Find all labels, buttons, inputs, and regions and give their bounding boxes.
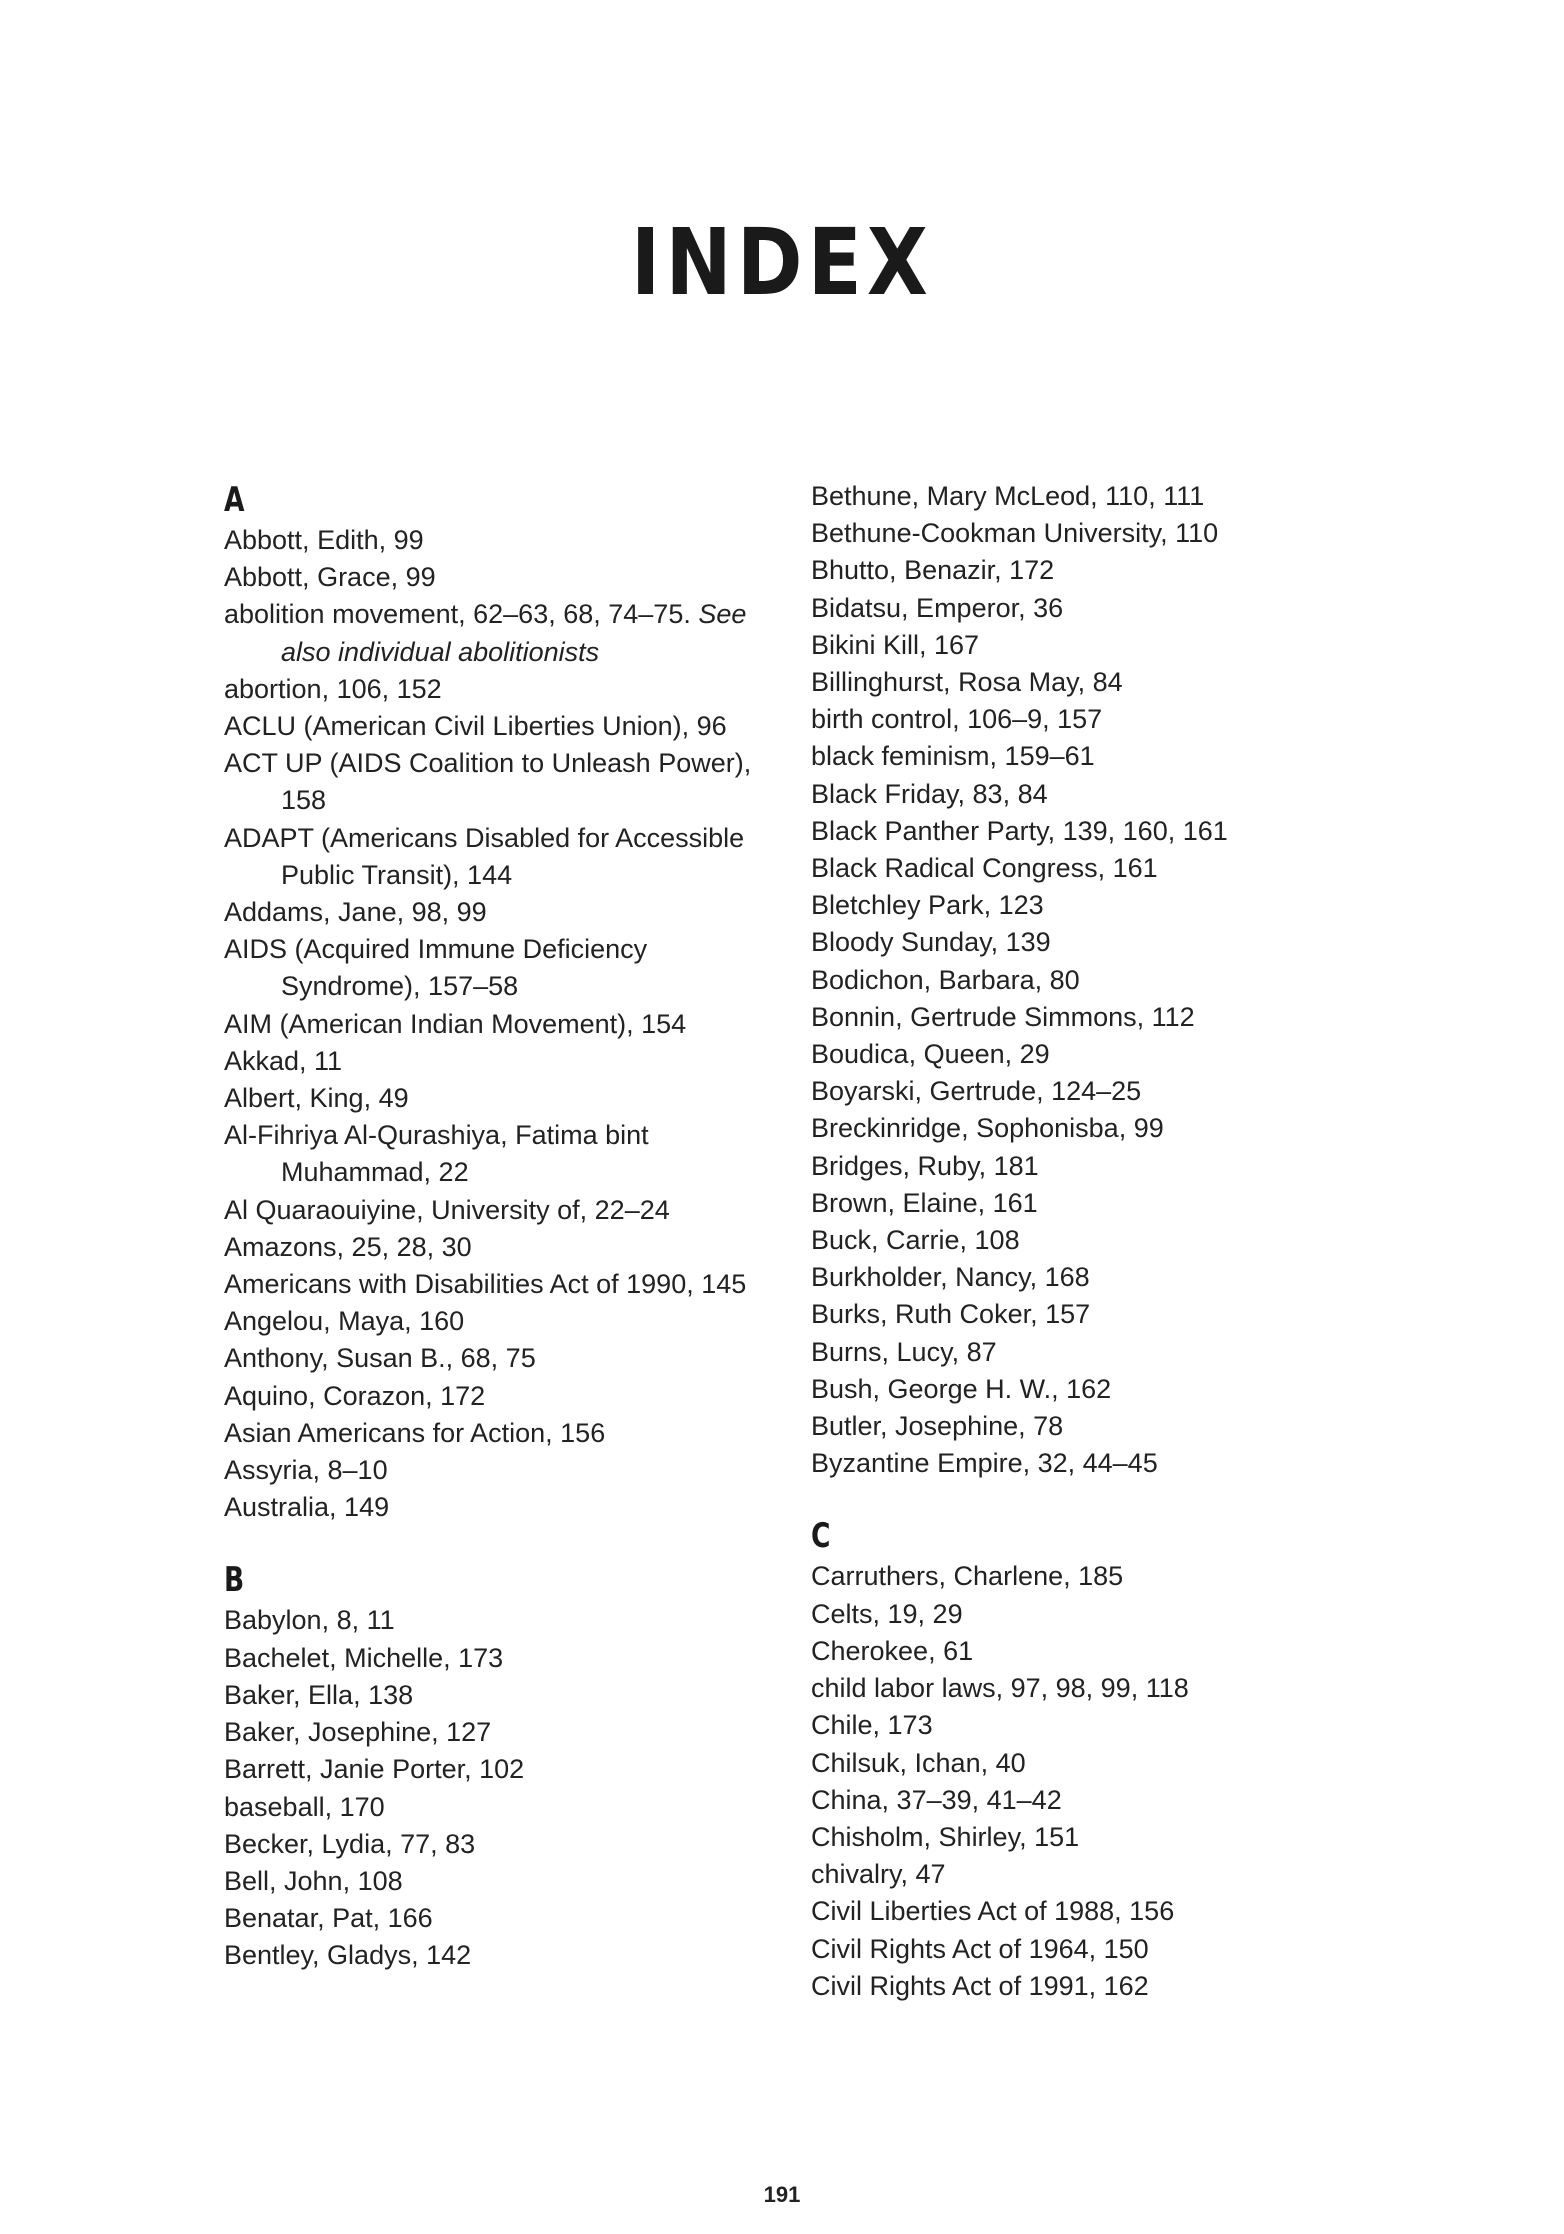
index-entry — [224, 1340, 784, 1377]
entry-text: Bethune-Cookman University, 110 — [811, 518, 1219, 549]
entry-text: Bletchley Park, 123 — [811, 890, 1044, 921]
entry-text: black feminism, 159–61 — [811, 741, 1095, 772]
index-entry — [811, 1110, 1371, 1147]
entry-text: ACT UP (AIDS Coalition to Unleash Power), 158 — [224, 748, 752, 816]
index-entry — [224, 1415, 784, 1452]
index-entry — [811, 664, 1371, 701]
index-entry — [811, 627, 1371, 664]
entry-text: Assyria, 8–10 — [224, 1455, 388, 1486]
entry-text: Baker, Josephine, 127 — [224, 1717, 492, 1748]
index-entry — [811, 1259, 1371, 1296]
index-entry — [811, 1633, 1371, 1670]
index-entry — [811, 701, 1371, 738]
entry-text: Bentley, Gladys, 142 — [224, 1940, 472, 1971]
index-entry — [811, 1707, 1371, 1744]
index-entry — [811, 1371, 1371, 1408]
index-entry — [224, 1714, 784, 1751]
index-entry — [811, 515, 1371, 552]
index-entry — [224, 1229, 784, 1266]
index-entry — [811, 1893, 1371, 1930]
entry-text: Chilsuk, Ichan, 40 — [811, 1747, 1026, 1778]
index-entry — [224, 1192, 784, 1229]
index-entry — [224, 894, 784, 931]
index-entry — [811, 590, 1371, 627]
index-entry — [811, 850, 1371, 887]
entry-text: China, 37–39, 41–42 — [811, 1784, 1062, 1815]
entry-text: Buck, Carrie, 108 — [811, 1225, 1020, 1256]
index-entry — [811, 1782, 1371, 1819]
entry-text: Al Quaraouiyine, University of, 22–24 — [224, 1194, 670, 1225]
entry-text: Albert, King, 49 — [224, 1083, 409, 1114]
index-entry — [811, 1856, 1371, 1893]
entry-text: AIDS (Acquired Immune Deficiency Syndrome), 157–58 — [224, 934, 648, 1002]
page-number: 191 — [763, 2182, 801, 2207]
index-entry — [224, 1677, 784, 1714]
index-entry — [811, 1334, 1371, 1371]
index-entry — [224, 1900, 784, 1937]
entry-text: Bikini Kill, 167 — [811, 629, 980, 660]
entry-text: Babylon, 8, 11 — [224, 1605, 395, 1636]
index-entry — [811, 1185, 1371, 1222]
index-entry — [224, 1378, 784, 1415]
index-entry — [811, 1931, 1371, 1968]
entry-text: AIM (American Indian Movement), 154 — [224, 1008, 687, 1039]
entry-text: Aquino, Corazon, 172 — [224, 1380, 486, 1411]
index-column-right — [811, 478, 1371, 2005]
index-entry — [811, 999, 1371, 1036]
index-entry — [224, 1266, 784, 1303]
entry-text: Becker, Lydia, 77, 83 — [224, 1828, 476, 1859]
index-entry — [811, 1596, 1371, 1633]
entry-text: birth control, 106–9, 157 — [811, 704, 1103, 735]
index-entry — [811, 924, 1371, 961]
index-entry — [224, 1303, 784, 1340]
entry-text: Barrett, Janie Porter, 102 — [224, 1754, 525, 1785]
index-entry — [811, 1148, 1371, 1185]
index-entry — [224, 1826, 784, 1863]
entry-text: chivalry, 47 — [811, 1859, 946, 1890]
index-section — [224, 478, 784, 1526]
entry-text: Byzantine Empire, 32, 44–45 — [811, 1448, 1158, 1479]
index-entry — [811, 738, 1371, 775]
entry-text: Bhutto, Benazir, 172 — [811, 555, 1055, 586]
index-entry — [224, 1640, 784, 1677]
index-entry — [811, 813, 1371, 850]
index-entry — [811, 1558, 1371, 1595]
entry-text: Akkad, 11 — [224, 1045, 343, 1076]
entry-text: Al-Fihriya Al-Qurashiya, Fatima bint Muhammad, 22 — [224, 1120, 649, 1188]
entry-text: Burns, Lucy, 87 — [811, 1336, 997, 1367]
entry-text: Boyarski, Gertrude, 124–25 — [811, 1076, 1142, 1107]
section-letter: B — [224, 1560, 245, 1601]
index-entry — [224, 1789, 784, 1826]
entry-text: Bethune, Mary McLeod, 110, 111 — [811, 481, 1205, 511]
index-entry — [224, 1863, 784, 1900]
index-entry — [811, 552, 1371, 589]
entry-text: Chile, 173 — [811, 1710, 933, 1741]
index-entry — [811, 1296, 1371, 1333]
index-section — [811, 478, 1371, 1482]
index-entry — [811, 1819, 1371, 1856]
entry-text: Bachelet, Michelle, 173 — [224, 1642, 504, 1673]
entry-text: Burkholder, Nancy, 168 — [811, 1262, 1090, 1293]
entry-text: Bidatsu, Emperor, 36 — [811, 592, 1064, 623]
entry-text: Bonnin, Gertrude Simmons, 112 — [811, 1001, 1195, 1032]
entry-text: Abbott, Grace, 99 — [224, 562, 436, 593]
index-entry — [811, 1670, 1371, 1707]
entry-text: Civil Rights Act of 1964, 150 — [811, 1933, 1149, 1964]
entry-text: Bush, George H. W., 162 — [811, 1373, 1112, 1404]
entry-text: Baker, Ella, 138 — [224, 1679, 414, 1710]
entry-text: Amazons, 25, 28, 30 — [224, 1231, 472, 1262]
entry-text: Bridges, Ruby, 181 — [811, 1150, 1039, 1181]
index-entry — [811, 1745, 1371, 1782]
index-entry — [224, 1751, 784, 1788]
index-entry — [224, 820, 784, 894]
entry-text: Celts, 19, 29 — [811, 1598, 963, 1629]
entry-text: Bloody Sunday, 139 — [811, 927, 1051, 958]
entry-text: abolition movement, 62–63, 68, 74–75. — [224, 599, 699, 630]
entry-text: Bell, John, 108 — [224, 1865, 403, 1896]
entry-text: Civil Rights Act of 1991, 162 — [811, 1970, 1149, 2001]
entry-text: Bodichon, Barbara, 80 — [811, 964, 1080, 995]
index-entry — [224, 1452, 784, 1489]
entry-text: Chisholm, Shirley, 151 — [811, 1821, 1080, 1852]
index-entry — [224, 596, 784, 670]
index-entry — [811, 1222, 1371, 1259]
index-entry — [224, 671, 784, 708]
index-column-left — [224, 478, 784, 1975]
index-entry — [224, 931, 784, 1005]
index-entry — [811, 1036, 1371, 1073]
index-entry — [811, 962, 1371, 999]
index-entry — [224, 1117, 784, 1191]
index-entry — [224, 559, 784, 596]
entry-text: abortion, 106, 152 — [224, 673, 442, 704]
entry-text: ADAPT (Americans Disabled for Accessible Public Transit), 144 — [224, 822, 745, 890]
index-section — [811, 1514, 1371, 2004]
entry-text: Breckinridge, Sophonisba, 99 — [811, 1113, 1164, 1144]
entry-text: Anthony, Susan B., 68, 75 — [224, 1343, 536, 1374]
index-entry — [224, 1489, 784, 1526]
entry-text: Benatar, Pat, 166 — [224, 1903, 433, 1934]
section-letter: C — [811, 1516, 831, 1557]
index-entry — [224, 708, 784, 745]
entry-text: Cherokee, 61 — [811, 1635, 974, 1666]
entry-text: Angelou, Maya, 160 — [224, 1306, 465, 1337]
index-entry — [811, 1445, 1371, 1482]
index-entry — [224, 1080, 784, 1117]
entry-text: Asian Americans for Action, 156 — [224, 1417, 606, 1448]
entry-text: Black Radical Congress, 161 — [811, 853, 1158, 884]
entry-text: Brown, Elaine, 161 — [811, 1187, 1038, 1218]
entry-text: ACLU (American Civil Liberties Union), 96 — [224, 711, 727, 742]
entry-text: Butler, Josephine, 78 — [811, 1411, 1064, 1442]
index-entry — [811, 776, 1371, 813]
entry-text: Black Panther Party, 139, 160, 161 — [811, 815, 1228, 846]
index-entry — [811, 887, 1371, 924]
index-entry — [224, 1043, 784, 1080]
entry-text: Burks, Ruth Coker, 157 — [811, 1299, 1091, 1330]
section-letter: A — [224, 480, 245, 520]
entry-text: Black Friday, 83, 84 — [811, 778, 1048, 809]
entry-text: Addams, Jane, 98, 99 — [224, 897, 487, 928]
index-section — [224, 1558, 784, 1974]
index-entry — [224, 745, 784, 819]
entry-see-also: See also individual abolitionists — [281, 599, 747, 667]
index-entry — [811, 478, 1371, 515]
entry-text: Carruthers, Charlene, 185 — [811, 1561, 1124, 1592]
index-entry — [811, 1073, 1371, 1110]
entry-text: Americans with Disabilities Act of 1990, 145 — [224, 1269, 747, 1300]
entry-text: Abbott, Edith, 99 — [224, 525, 424, 555]
index-entry — [811, 1408, 1371, 1445]
page-title: INDEX — [630, 209, 934, 316]
entry-text: Billinghurst, Rosa May, 84 — [811, 667, 1123, 698]
index-entry — [224, 1602, 784, 1639]
entry-text: child labor laws, 97, 98, 99, 118 — [811, 1673, 1189, 1704]
index-entry — [224, 522, 784, 559]
entry-text: baseball, 170 — [224, 1791, 385, 1822]
entry-text: Civil Liberties Act of 1988, 156 — [811, 1896, 1175, 1927]
entry-text: Boudica, Queen, 29 — [811, 1039, 1050, 1070]
index-entry — [224, 1006, 784, 1043]
index-entry — [224, 1937, 784, 1974]
index-entry — [811, 1968, 1371, 2005]
entry-text: Australia, 149 — [224, 1492, 390, 1523]
